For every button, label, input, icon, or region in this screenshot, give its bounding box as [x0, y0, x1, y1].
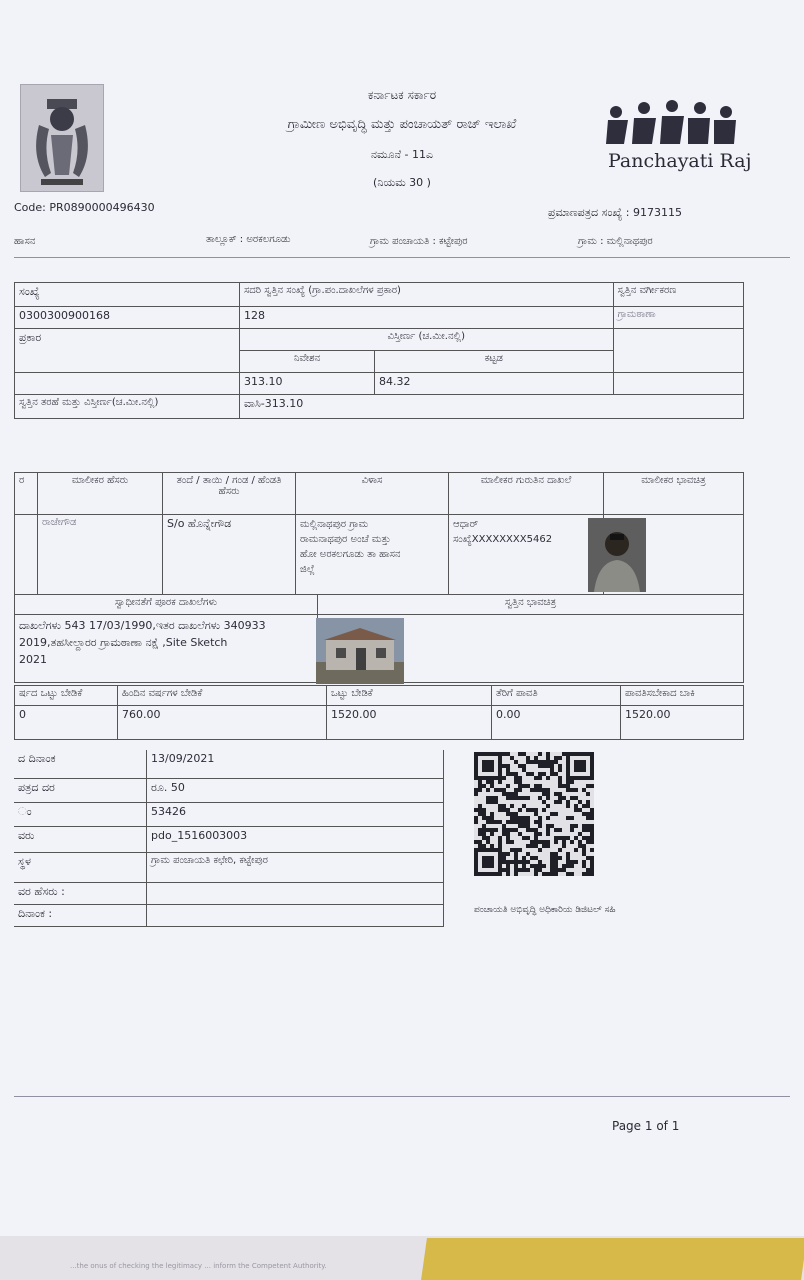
panchayat-label: ಗ್ರಾಮ ಪಂಚಾಯತಿ : ಕಟ್ಟೇಪುರ — [370, 236, 468, 247]
id-type: ಆಧಾರ್ — [453, 519, 479, 530]
owner-name: ರಾಜೇಗೌಡ — [38, 515, 163, 595]
address-line: ರಾಮನಾಥಪುರ ಅಂಚೆ ಮತ್ತು — [300, 534, 391, 545]
header-possession-docs: ಸ್ವಾಧೀನತೆಗೆ ಪೂರಕ ದಾಖಲೆಗಳು — [15, 595, 318, 615]
sign-date — [147, 904, 444, 926]
property-photo — [316, 618, 404, 684]
issued-by: pdo_1516003003 — [147, 826, 444, 852]
serial-cell — [15, 515, 38, 595]
header-total-demand: ಒಟ್ಟು ಬೇಡಿಕೆ — [327, 686, 492, 706]
header-classification: ಸ್ವತ್ತಿನ ವರ್ಗೀಕರಣ — [613, 283, 743, 307]
panchayati-raj-logo-icon — [600, 100, 740, 190]
header-owner-photo: ಮಾಲೀಕರ ಭಾವಚಿತ್ರ — [604, 473, 744, 515]
signatory-name — [147, 882, 444, 904]
doc-line: ದಾಖಲೆಗಳು 543 17/03/1990,ಇತರ ದಾಖಲೆಗಳು 340933 — [19, 619, 266, 632]
label-issued-by: ವರು — [14, 826, 147, 852]
header-nature: ಸ್ವತ್ತಿನ ತರಹೆ ಮತ್ತು ವಿಸ್ತೀರ್ಣ(ಚ.ಮೀ.ನಲ್ಲಿ) — [15, 395, 240, 419]
header-father-name: ತಂದೆ / ತಾಯಿ / ಗಂಡ / ಹೆಂಡತಿ ಹೆಸರು — [163, 473, 296, 515]
site-area: 313.10 — [240, 373, 375, 395]
issue-place: ಗ್ರಾಮ ಪಂಚಾಯತಿ ಕಛೇರಿ, ಕಟ್ಟೇಪುರ — [147, 852, 444, 882]
balance-due: 1520.00 — [621, 706, 744, 740]
district-label: ಹಾಸನ — [14, 236, 36, 247]
possession-docs — [15, 615, 318, 683]
govt-title: ಕರ್ನಾಟಕ ಸರ್ಕಾರ — [367, 88, 437, 102]
blank-cell — [15, 373, 240, 395]
label-receipt: ಂ — [14, 802, 147, 826]
header-id-doc: ಮಾಲೀಕರ ಗುರುತಿನ ದಾಖಲೆ — [449, 473, 604, 515]
doc-line: 2021 — [19, 653, 47, 666]
label-issue-date: ದ ದಿನಾಂಕ — [14, 750, 147, 778]
header-current-demand: ರ್ಷದ ಒಟ್ಟು ಬೇಡಿಕೆ — [15, 686, 118, 706]
header-building: ಕಟ್ಟಡ — [375, 351, 614, 373]
building-area: 84.32 — [375, 373, 614, 395]
previous-demand: 760.00 — [118, 706, 327, 740]
header-address: ವಿಳಾಸ — [296, 473, 449, 515]
label-fee: ಪತ್ರದ ದರ — [14, 778, 147, 802]
fee-value: ರೂ. 50 — [147, 778, 444, 802]
property-table — [14, 282, 744, 419]
footer-disclaimer: ...the onus of checking the legitimacy ... inform the Competent Authority. — [70, 1262, 327, 1270]
digital-signature-label: ಪಂಚಾಯತಿ ಅಭಿವೃದ್ಧಿ ಅಧಿಕಾರಿಯ ಡಿಜಿಟಲ್ ಸಹಿ — [474, 905, 616, 915]
header-previous-demand: ಹಿಂದಿನ ವರ್ಷಗಳ ಬೇಡಿಕೆ — [118, 686, 327, 706]
qr-code-icon — [474, 752, 594, 876]
total-demand: 1520.00 — [327, 706, 492, 740]
issue-table — [14, 750, 444, 927]
taluk-label: ತಾಲ್ಲೂಕ್ : ಅರಕಲಗೂಡು — [206, 234, 291, 245]
header-property-no: ಸಂಖ್ಯೆ — [15, 283, 240, 307]
blank-cell — [613, 373, 743, 395]
tax-table — [14, 685, 744, 740]
certificate-number: ಪ್ರಮಾಣಪತ್ರದ ಸಂಖ್ಯೆ : 9173115 — [548, 206, 682, 219]
current-demand: 0 — [15, 706, 118, 740]
address-line: ಹೋ ಅರಕಲಗೂಡು ತಾ ಹಾಸನ — [300, 549, 401, 560]
page-number: Page 1 of 1 — [612, 1119, 680, 1133]
header-owner-name: ಮಾಲೀಕರ ಹೆಸರು — [38, 473, 163, 515]
address-line: ಜಿಲ್ಲೆ — [300, 564, 315, 575]
header-balance: ಪಾವತಿಸಬೇಕಾದ ಬಾಕಿ — [621, 686, 744, 706]
issue-date: 13/09/2021 — [147, 750, 444, 778]
doc-line: 2019,ತಹಸೀಲ್ದಾರರ ಗ್ರಾಮಠಾಣಾ ನಕ್ಷೆ ,Site Sketch — [19, 636, 228, 649]
form-number: ನಮೂನೆ - 11ಎ — [370, 148, 434, 161]
nature-value: ವಾಸಿ-313.10 — [240, 395, 744, 419]
header-serial: ರ — [15, 473, 38, 515]
owner-photo — [588, 518, 646, 592]
header-survey-no: ಸದರಿ ಸ್ವತ್ತಿನ ಸಂಖ್ಯೆ (ಗ್ರಾ.ಪಂ.ದಾಖಲೆಗಳ ಪ್ರಕಾರ) — [240, 283, 614, 307]
header-property-photo: ಸ್ವತ್ತಿನ ಭಾವಚಿತ್ರ — [318, 595, 744, 615]
address-line: ಮಲ್ಲಿನಾಥಪುರ ಗ್ರಾಮ — [300, 519, 369, 530]
header-type: ಪ್ರಕಾರ — [15, 329, 240, 373]
document-code: Code: PR0890000496430 — [14, 201, 155, 214]
tax-paid: 0.00 — [492, 706, 621, 740]
frame-top-line — [14, 257, 790, 258]
header-area: ವಿಸ್ತೀರ್ಣ (ಚ.ಮೀ.ನಲ್ಲಿ) — [240, 329, 614, 351]
receipt-number: 53426 — [147, 802, 444, 826]
label-place: ಸ್ಥಳ — [14, 852, 147, 882]
panchayati-raj-text: Panchayati Raj — [608, 150, 752, 172]
classification: ಗ್ರಾಮಠಾಣಾ — [613, 307, 743, 329]
father-name: S/o ಹೊನ್ನೇಗೌಡ — [163, 515, 296, 595]
survey-no: 128 — [240, 307, 614, 329]
property-id: 0300300900168 — [15, 307, 240, 329]
label-signatory-name: ವರ ಹೆಸರು : — [14, 882, 147, 904]
yellow-folder-edge — [421, 1238, 804, 1280]
dept-title: ಗ್ರಾಮೀಣ ಅಭಿವೃದ್ಧಿ ಮತ್ತು ಪಂಚಾಯತ್ ರಾಜ್ ಇಲಾಖೆ — [287, 117, 517, 132]
id-number: ಸಂಖ್ಯೆXXXXXXXX5462 — [453, 534, 553, 545]
frame-bottom-line — [14, 1096, 790, 1097]
rule-number: (ನಿಯಮ 30 ) — [373, 176, 431, 189]
type-value — [613, 329, 743, 373]
header-tax-paid: ತೆರಿಗೆ ಪಾವತಿ — [492, 686, 621, 706]
owner-address — [296, 515, 449, 595]
header-site: ನಿವೇಶನ — [240, 351, 375, 373]
village-label: ಗ್ರಾಮ : ಮಲ್ಲಿನಾಥಪುರ — [578, 236, 653, 247]
label-sign-date: ದಿನಾಂಕ : — [14, 904, 147, 926]
owner-id-doc — [449, 515, 604, 595]
